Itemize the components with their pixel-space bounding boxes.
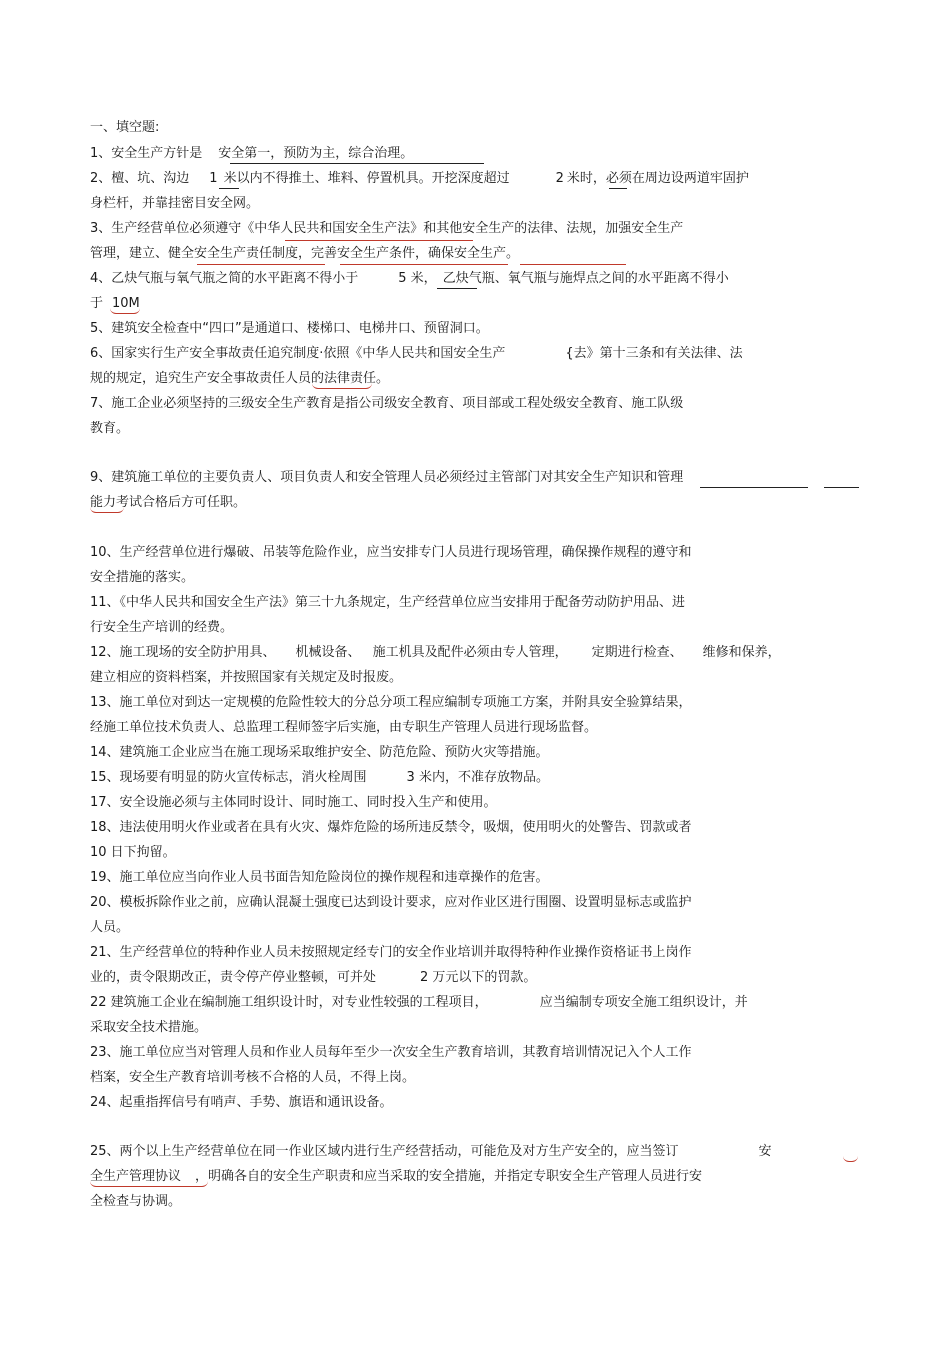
correction-mark bbox=[340, 264, 508, 265]
answer-9-underline bbox=[824, 487, 859, 488]
question-21-line-2: 业的，责令限期改正，责令停产停业整顿，可并处 2 万元以下的罚款。 bbox=[90, 970, 537, 985]
question-17: 17、安全设施必须与主体同时设计、同时施工、同时投入生产和使用。 bbox=[90, 795, 497, 810]
answer-9-underline bbox=[700, 487, 808, 488]
correction-mark bbox=[110, 307, 140, 314]
answer-2a: 1 bbox=[209, 171, 218, 186]
question-4-line-2: 于 10M bbox=[90, 296, 140, 311]
answer-2b: 2 bbox=[555, 171, 564, 186]
question-13-line-1: 13、施工单位对到达一定规模的危险性较大的分总分项工程应编制专项施工方案，并附具安全验算结果， bbox=[90, 695, 692, 710]
correction-mark bbox=[197, 264, 325, 265]
question-11-line-1: 11、《中华人民共和国安全生产法》第三十九条规定，生产经营单位应当安排用于配备劳动防护用品、进 bbox=[90, 595, 686, 610]
question-6-line-2: 规的规定，追究生产安全事故责任人员的法律责任。 bbox=[90, 371, 390, 386]
question-22-line-1: 22 建筑施工企业在编制施工组织设计时，对专业性较强的工程项目， 应当编制专项安全施工组织设计，并 bbox=[90, 995, 748, 1010]
answer-2b-underline bbox=[609, 188, 627, 189]
answer-2a-underline bbox=[219, 188, 239, 189]
answer-4a-underline bbox=[437, 288, 477, 289]
question-3-line-2: 管理，建立、健全安全生产责任制度，完善安全生产条件，确保安全生产。 bbox=[90, 246, 520, 261]
question-20-line-1: 20、模板拆除作业之前，应确认混凝土强度已达到设计要求，应对作业区进行围圈、设置明显标志或监护 bbox=[90, 895, 692, 910]
correction-mark bbox=[90, 506, 124, 513]
answer-4b: 10M bbox=[112, 296, 140, 311]
correction-mark bbox=[285, 240, 473, 241]
question-12-line-2: 建立相应的资料档案，并按照国家有关规定及时报废。 bbox=[90, 670, 403, 685]
question-18-line-2: 10 日下拘留。 bbox=[90, 845, 176, 860]
question-11-line-2: 行安全生产培训的经费。 bbox=[90, 620, 234, 635]
question-7-line-1: 7、施工企业必须坚持的三级安全生产教育是指公司级安全教育、项目部或工程处级安全教育、施工队级 bbox=[90, 396, 684, 411]
question-9-line-2: 能力考试合格后方可任职。 bbox=[90, 495, 247, 510]
question-25-line-1: 25、两个以上生产经营单位在同一作业区域内进行生产经营括动，可能危及对方生产安全的，应当签订 安 bbox=[90, 1144, 772, 1159]
question-19: 19、施工单位应当向作业人员书面告知危险岗位的操作规程和违章操作的危害。 bbox=[90, 870, 549, 885]
question-5: 5、建筑安全检查中“四口”是通道口、楼梯口、电梯井口、预留洞口。 bbox=[90, 321, 489, 336]
answer-1: 安全第一，预防为主，综合治理。 bbox=[218, 146, 414, 161]
question-15: 15、现场要有明显的防火宣传标志，消火栓周围 3 米内，不准存放物品。 bbox=[90, 770, 549, 785]
question-12-line-1: 12、施工现场的安全防护用具、 机械设备、 施工机具及配件必须由专人管理， 定期进行检查、 维修和保养， bbox=[90, 645, 781, 660]
correction-mark bbox=[312, 382, 372, 389]
question-7-line-2: 教育。 bbox=[90, 421, 130, 436]
question-10-line-1: 10、生产经营单位进行爆破、吊装等危险作业，应当安排专门人员进行现场管理，确保操作规程的遵守和 bbox=[90, 545, 692, 560]
answer-1-underline bbox=[230, 163, 484, 164]
correction-mark bbox=[843, 1155, 858, 1162]
question-9-line-1: 9、建筑施工单位的主要负责人、项目负责人和安全管理人员必须经过主管部门对其安全生产知识和管理 bbox=[90, 470, 684, 485]
answer-25a: 安 bbox=[758, 1144, 772, 1159]
question-23-line-1: 23、施工单位应当对管理人员和作业人员每年至少一次安全生产教育培训，其教育培训情况记入个人工作 bbox=[90, 1045, 692, 1060]
correction-mark bbox=[90, 1180, 208, 1187]
section-heading: 一、填空题: bbox=[90, 120, 160, 135]
question-23-line-2: 档案，安全生产教育培训考核不合格的人员，不得上岗。 bbox=[90, 1070, 416, 1085]
question-13-line-2: 经施工单位技术负责人、总监理工程师签字后实施，由专职生产管理人员进行现场监督。 bbox=[90, 720, 598, 735]
question-3-line-1: 3、生产经营单位必须遵守《中华人民共和国安全生产法》和其他安全生产的法律、法规，加强安全生产 bbox=[90, 221, 684, 236]
question-2-line-2: 身栏杆，并靠挂密目安全网。 bbox=[90, 196, 260, 211]
question-4-line-1: 4、乙炔气瓶与氧气瓶之简的水平距离不得小于 5 米， 乙炔气瓶、氧气瓶与施焊点之间的水平距离不得小 bbox=[90, 271, 729, 286]
answer-4a: 5 米， bbox=[398, 271, 437, 286]
question-20-line-2: 人员。 bbox=[90, 920, 130, 935]
question-21-line-1: 21、生产经营单位的特种作业人员未按照规定经专门的安全作业培训并取得特种作业操作资格证书上岗作 bbox=[90, 945, 692, 960]
answer-25b: 全生产管理协议 bbox=[90, 1169, 182, 1184]
question-25-line-2: 全生产管理协议 ，明确各自的安全生产职责和应当采取的安全措施，并指定专职安全生产管理人员进行安 bbox=[90, 1169, 703, 1184]
question-14: 14、建筑施工企业应当在施工现场采取维护安全、防范危险、预防火灾等措施。 bbox=[90, 745, 549, 760]
question-18-line-1: 18、违法使用明火作业或者在具有火灾、爆炸危险的场所违反禁令，吸烟，使用明火的处警告、罚款或者 bbox=[90, 820, 692, 835]
question-1-line-1: 1、安全生产方针是 安全第一，预防为主，综合治理。 bbox=[90, 146, 414, 161]
question-22-line-2: 采取安全技术措施。 bbox=[90, 1020, 208, 1035]
correction-mark bbox=[520, 264, 626, 265]
question-6-line-1: 6、国家实行生产安全事故责任追究制度·依照《中华人民共和国安全生产 {去》第十三条和有关法律、法 bbox=[90, 346, 743, 361]
question-25-line-3: 全检查与协调。 bbox=[90, 1194, 182, 1209]
question-2-line-1: 2、檀、坑、沟边 1 米以内不得推土、堆料、停置机具。开挖深度超过 2 米时，必须在周边设两道牢固护 bbox=[90, 171, 749, 186]
question-10-line-2: 安全措施的落实。 bbox=[90, 570, 195, 585]
question-24: 24、起重指挥信号有哨声、手势、旗语和通讯设备。 bbox=[90, 1095, 393, 1110]
